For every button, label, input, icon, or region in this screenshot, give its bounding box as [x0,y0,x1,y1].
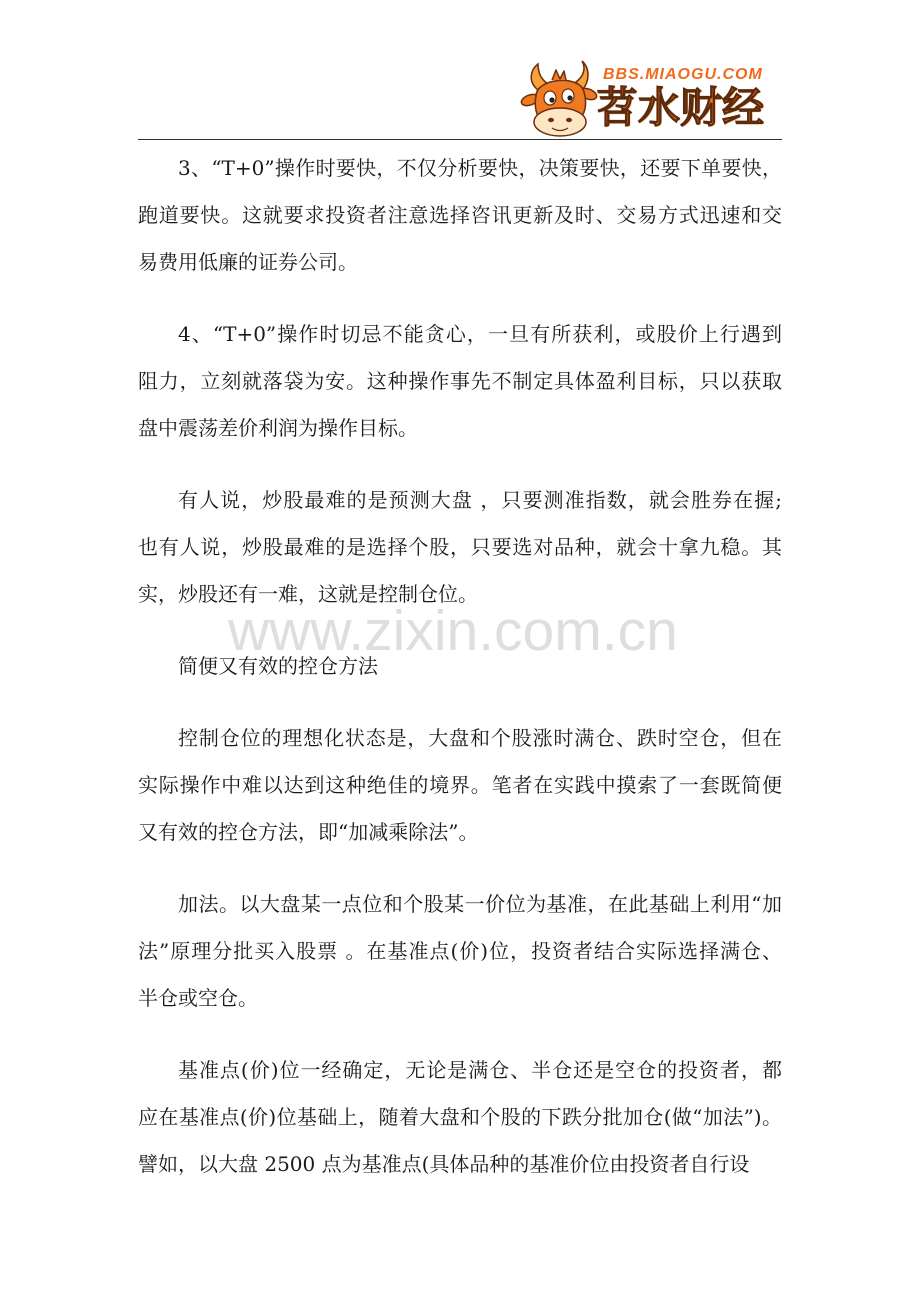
text-line: 4、“T+0”操作时切忌不能贪心，一旦有所获利，或股价上行遇到 [178,322,782,346]
text-line: 实，炒股还有一难，这就是控制仓位。 [138,582,478,606]
text-line: 跑道要快。这就要求投资者注意选择咨讯更新及时、交易方式迅速和交 [138,203,782,227]
text-line: 3、“T+0”操作时要快，不仅分析要快，决策要快，还要下单要快， [178,156,782,180]
text-line: 有人说，炒股最难的是预测大盘 ，只要测准指数，就会胜券在握; [178,488,782,512]
bull-head-icon [518,60,602,140]
header-divider [138,139,782,140]
text-line: 易费用低廉的证券公司。 [138,250,358,274]
paragraph [138,881,782,1022]
text-line: 法”原理分批买入股票 。在基准点(价)位，投资者结合实际选择满仓、 [138,939,782,963]
paragraph [138,145,782,286]
watermark: www.zixin.com.cn [228,599,678,663]
text-line: 半仓或空仓。 [138,986,258,1010]
logo-url-text: BBS.MIAOGU.COM [603,66,763,83]
text-line: 也有人说，炒股最难的是选择个股，只要选对品种，就会十拿九稳。其 [138,535,782,559]
paragraph [138,311,782,452]
section-heading: 简便又有效的控仓方法 [178,654,378,678]
text-line: 实际操作中难以达到这种绝佳的境界。笔者在实践中摸索了一套既简便 [138,773,782,797]
text-line: 盘中震荡差价利润为操作目标。 [138,416,418,440]
document-body [138,145,782,1213]
text-line: 基准点(价)位一经确定，无论是满仓、半仓还是空仓的投资者，都 [178,1058,782,1082]
text-line: 加法。以大盘某一点位和个股某一价位为基准，在此基础上利用“加 [178,892,782,916]
paragraph [138,1047,782,1188]
text-line: 又有效的控仓方法，即“加减乘除法”。 [138,820,479,844]
text-line: 阻力，立刻就落袋为安。这种操作事先不制定具体盈利目标，只以获取 [138,369,782,393]
text-line: 譬如，以大盘 2500 点为基准点(具体品种的基准价位由投资者自行设 [138,1152,750,1176]
paragraph [138,643,782,690]
paragraph [138,715,782,856]
paragraph [138,477,782,618]
logo-name: 苕水财经 [596,83,765,132]
text-line: 应在基准点(价)位基础上，随着大盘和个股的下跌分批加仓(做“加法”)。 [138,1105,782,1129]
text-line: 控制仓位的理想化状态是，大盘和个股涨时满仓、跌时空仓，但在 [178,726,782,750]
